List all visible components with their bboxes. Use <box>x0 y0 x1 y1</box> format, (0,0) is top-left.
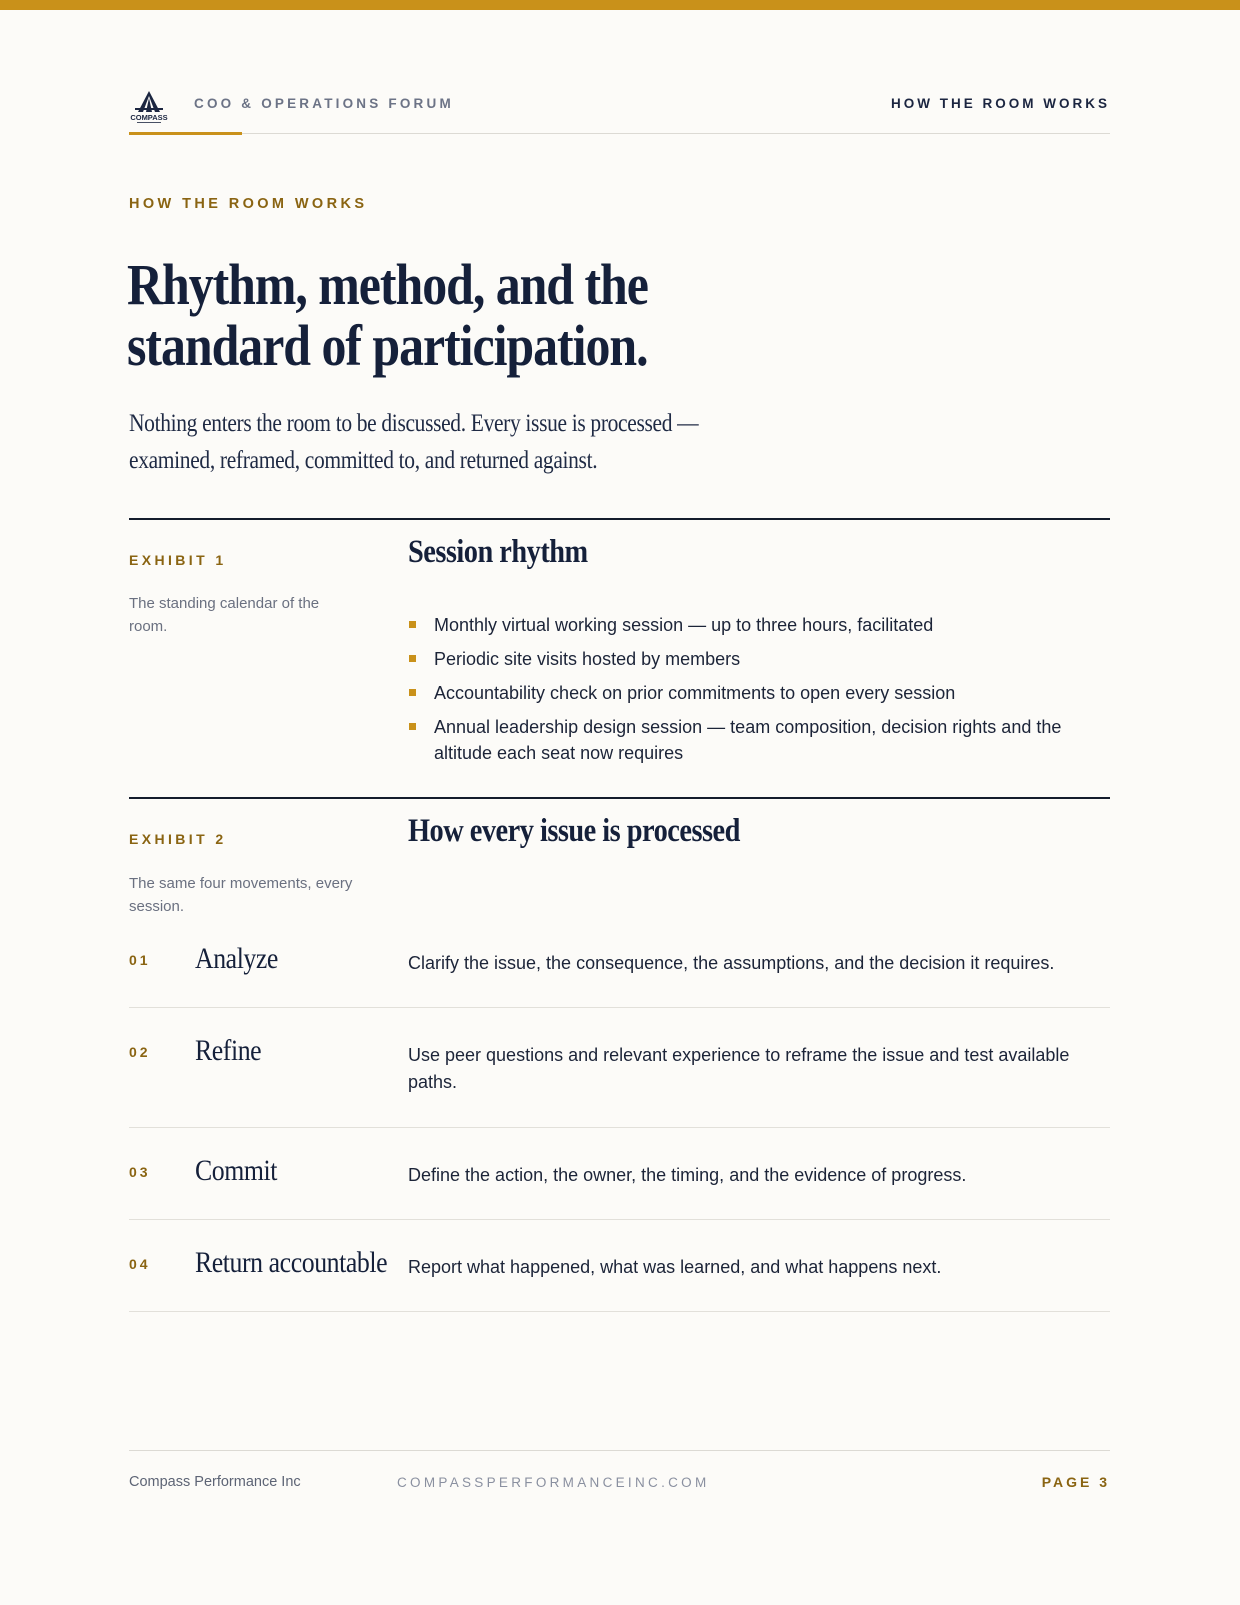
step-description: Define the action, the owner, the timing, and the evidence of progress. <box>408 1165 967 1185</box>
intro-eyebrow: HOW THE ROOM WORKS <box>129 196 368 212</box>
square-bullet-icon <box>409 621 416 628</box>
step-name: Commit <box>195 1154 278 1187</box>
step-name: Refine <box>195 1034 262 1067</box>
list-item <box>408 714 1108 766</box>
lede-line-2: examined, reframed, committed to, and returned against. <box>129 447 598 474</box>
square-bullet-icon <box>409 655 416 662</box>
step-description: Use peer questions and relevant experience to reframe the issue and test available paths. <box>408 1045 1070 1092</box>
exhibit-2-description: The same four movements, every session. <box>129 875 353 915</box>
list-item <box>408 612 1108 638</box>
list-item-text: Monthly virtual working session — up to three hours, facilitated <box>434 615 934 635</box>
step-number: 01 <box>129 952 151 968</box>
page-title <box>127 254 712 376</box>
list-item <box>408 680 1108 706</box>
square-bullet-icon <box>409 689 416 696</box>
footer-url: COMPASSPERFORMANCEINC.COM <box>397 1475 710 1490</box>
exhibit-2-divider <box>129 797 1110 799</box>
step-number: 04 <box>129 1256 151 1272</box>
logo-wordmark: COMPASS <box>130 113 168 122</box>
compass-logo <box>129 90 169 122</box>
process-step <box>129 922 1110 1008</box>
footer-divider <box>129 1450 1110 1451</box>
list-item-text: Periodic site visits hosted by members <box>434 649 741 669</box>
list-item-text: Accountability check on prior commitments to open every session <box>434 683 956 703</box>
exhibit-2-label: EXHIBIT 2 <box>129 831 227 847</box>
step-number: 03 <box>129 1164 151 1180</box>
footer-company: Compass Performance Inc <box>129 1474 301 1490</box>
square-bullet-icon <box>409 723 416 730</box>
step-description: Report what happened, what was learned, and what happens next. <box>408 1257 942 1277</box>
process-steps <box>129 922 1110 1312</box>
intro-lede <box>129 405 722 479</box>
title-line-1: Rhythm, method, and the <box>127 252 648 317</box>
session-rhythm-list <box>408 612 1108 774</box>
step-number: 02 <box>129 1044 151 1060</box>
exhibit-1-label: EXHIBIT 1 <box>129 552 227 568</box>
process-step <box>129 1128 1110 1220</box>
list-item-text: Annual leadership design session — team composition, decision rights and the altitude each seat now requires <box>434 717 1062 763</box>
process-step <box>129 1008 1110 1128</box>
step-name: Analyze <box>195 942 278 975</box>
step-description: Clarify the issue, the consequence, the assumptions, and the decision it requires. <box>408 953 1055 973</box>
top-accent-bar <box>0 0 1240 10</box>
lede-line-1: Nothing enters the room to be discussed. Every issue is processed — <box>129 410 699 437</box>
forum-name: COO & OPERATIONS FORUM <box>194 96 454 111</box>
exhibit-1-divider <box>129 518 1110 520</box>
step-name: Return accountable <box>195 1246 388 1279</box>
exhibit-1-description: The standing calendar of the room. <box>129 595 320 635</box>
title-line-2: standard of participation. <box>127 313 648 378</box>
page-header <box>129 88 1110 134</box>
exhibit-2-heading: How every issue is processed <box>408 813 740 849</box>
section-name: HOW THE ROOM WORKS <box>891 96 1110 111</box>
exhibit-1-heading: Session rhythm <box>408 534 588 570</box>
process-step <box>129 1220 1110 1312</box>
page-number: PAGE 3 <box>1041 1474 1110 1490</box>
list-item <box>408 646 1108 672</box>
header-accent-underline <box>129 132 242 135</box>
header-divider <box>129 133 1110 134</box>
